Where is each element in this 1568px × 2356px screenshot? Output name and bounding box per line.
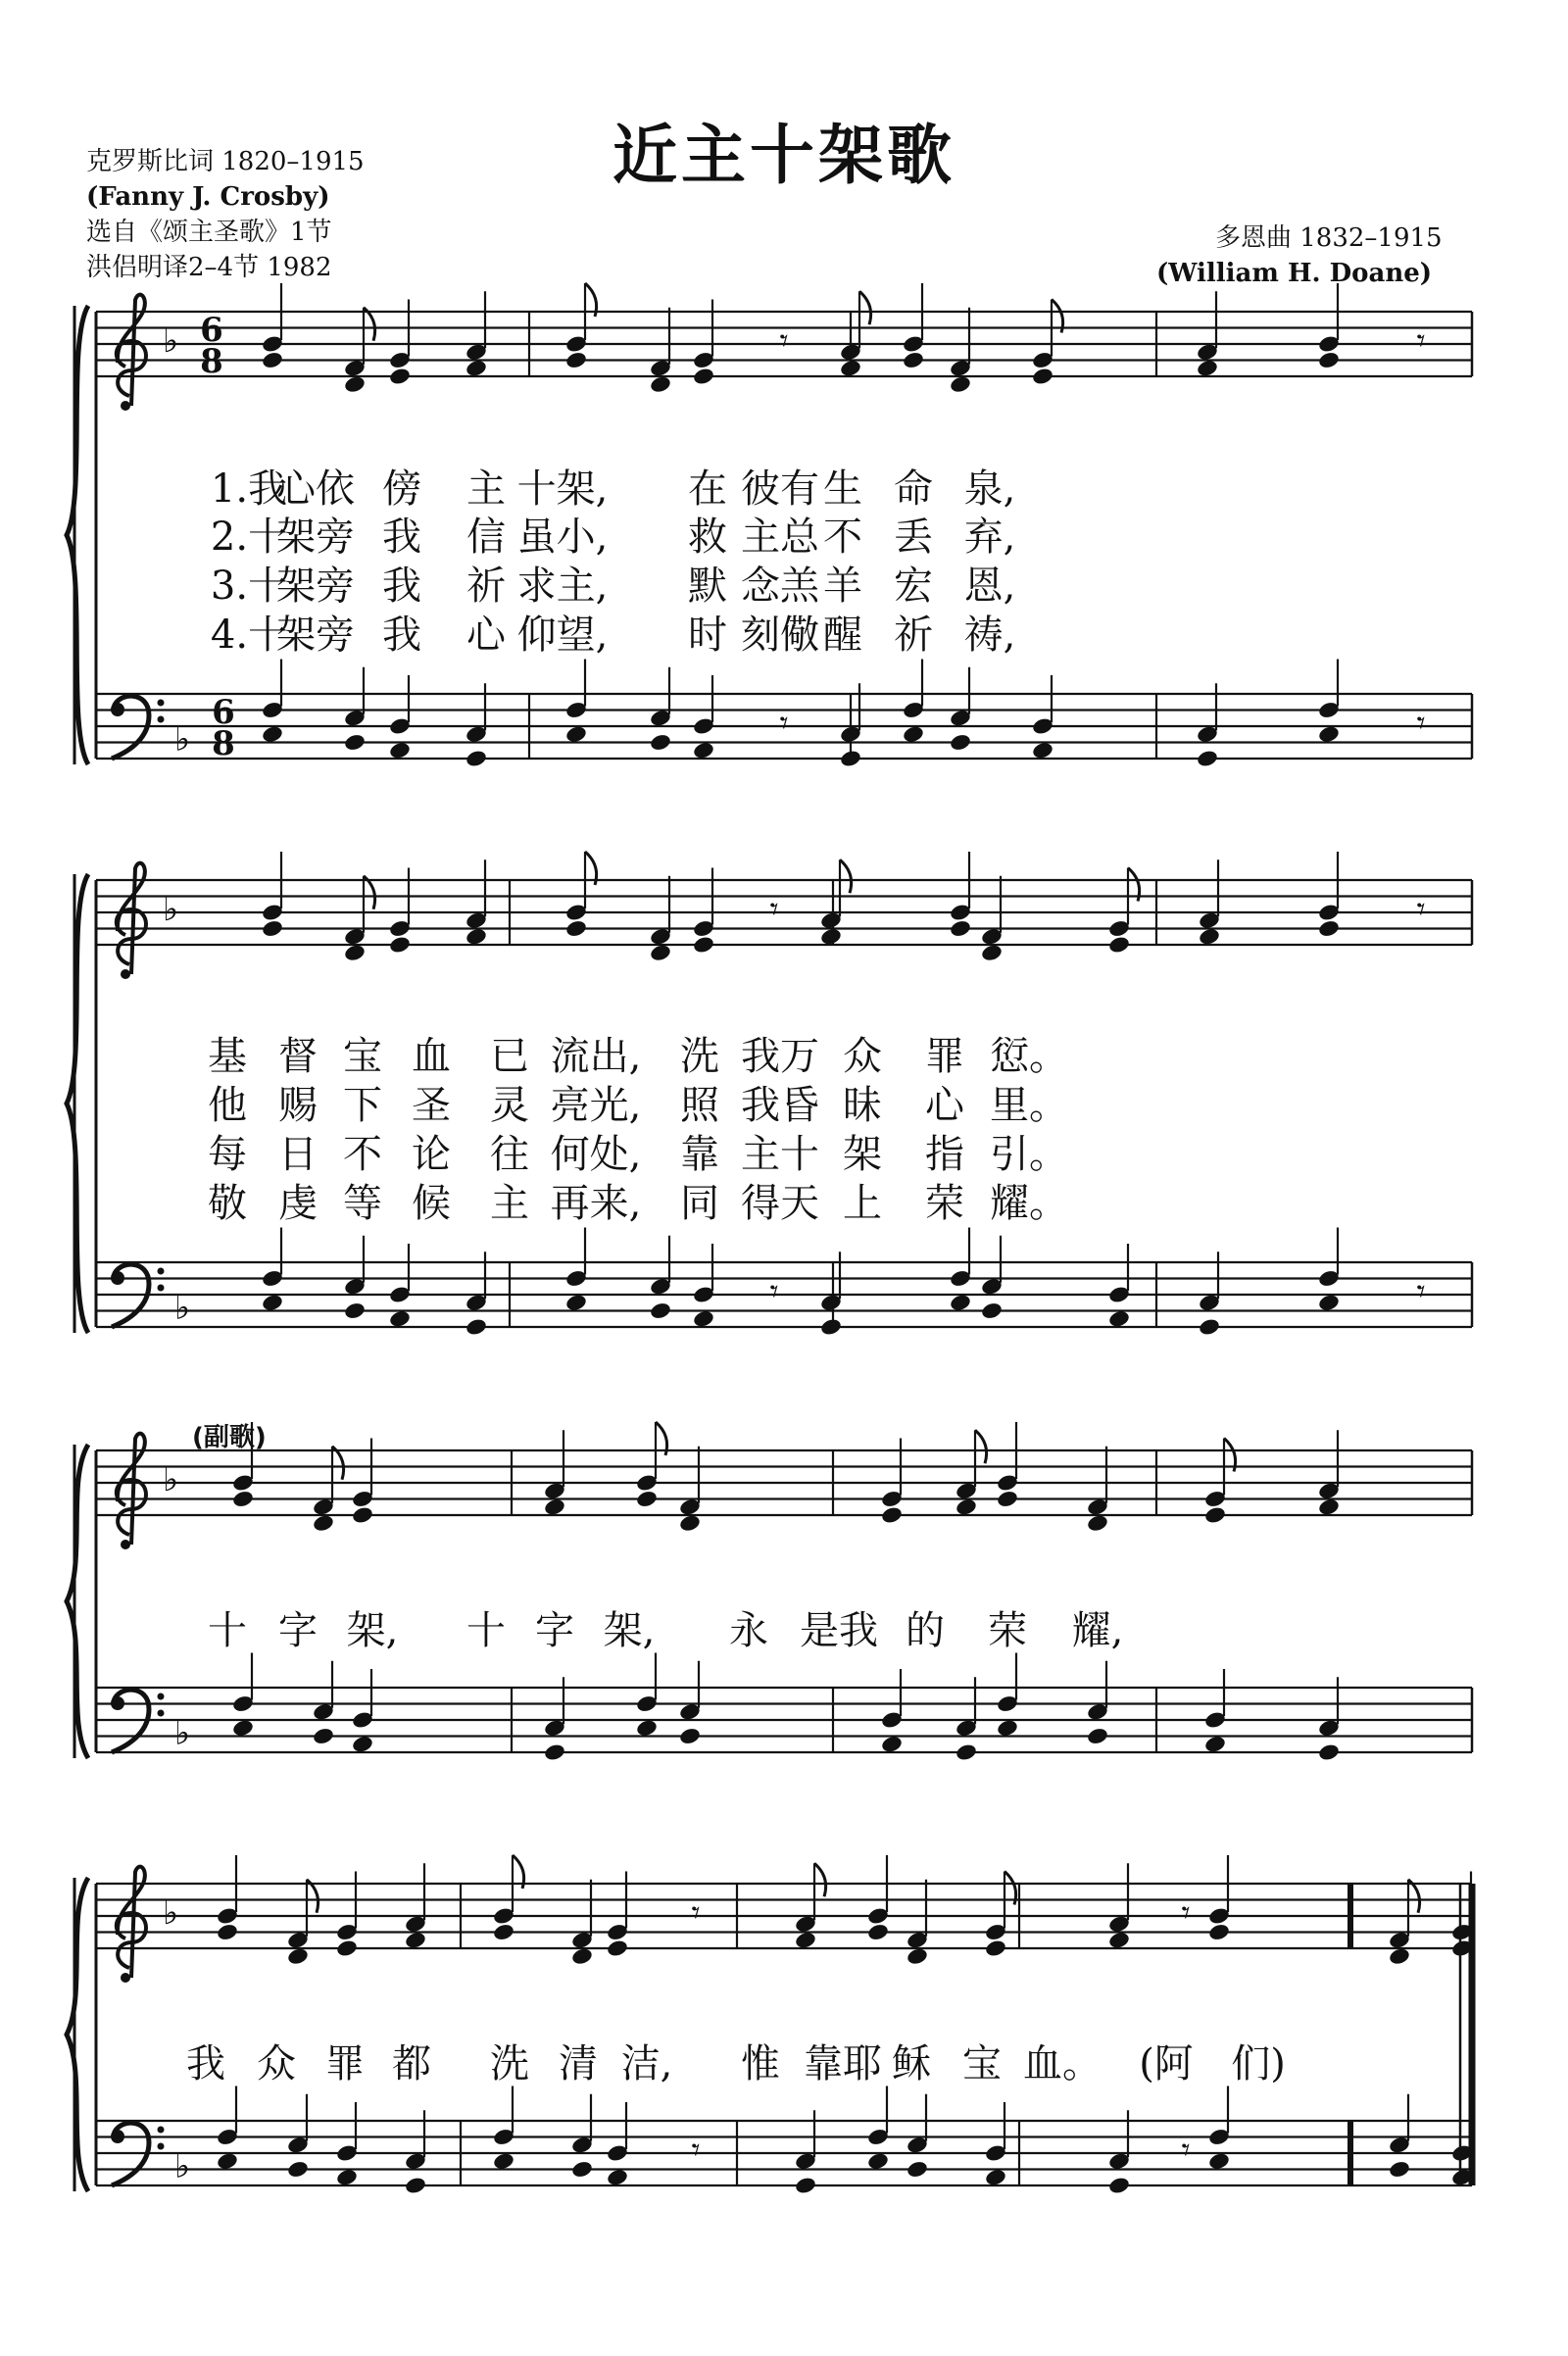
- note-head: [465, 1317, 488, 1337]
- lyric-syllable: 默: [688, 564, 727, 609]
- lyric-syllable: 我: [382, 564, 421, 609]
- note-head: [794, 2176, 817, 2195]
- lyric-syllable: 心: [925, 1083, 964, 1128]
- note-head: [343, 943, 367, 962]
- note-head: [286, 2160, 310, 2180]
- eighth-rest: 𝄾: [1416, 890, 1426, 929]
- note-head: [1317, 1293, 1341, 1312]
- note-head: [819, 1317, 843, 1337]
- flat-icon: ♭: [162, 321, 179, 361]
- note-head: [606, 1939, 629, 1958]
- translator-credit: 洪侣明译2–4节 1982: [86, 253, 332, 282]
- note-head: [996, 1718, 1019, 1738]
- lyric-syllable: 十架,: [516, 466, 609, 512]
- note-head: [343, 1301, 367, 1321]
- note-head: [906, 1946, 929, 1966]
- eighth-rest: 𝄾: [779, 321, 789, 361]
- lyric-syllable: 都: [392, 2041, 431, 2086]
- source-credit: 选自《颂主圣歌》1节: [86, 218, 332, 247]
- bass-clef-icon: [158, 1710, 165, 1717]
- lyric-syllable: 刻儆: [741, 613, 819, 658]
- lyric-syllable: 虔: [278, 1181, 318, 1226]
- bass-clef-icon: [111, 703, 124, 716]
- note-head: [1317, 1497, 1341, 1517]
- note-head: [1317, 1742, 1341, 1762]
- lyric-syllable: 在: [688, 466, 727, 512]
- bass-clef-icon: [111, 1696, 124, 1710]
- lyric-syllable: 的: [906, 1608, 945, 1653]
- lyric-syllable: 候: [412, 1181, 451, 1226]
- note-head: [1207, 1923, 1231, 1942]
- lyric-syllable: 稣: [892, 2041, 931, 2086]
- lyric-verse-4-row-b: [0, 1180, 1568, 1227]
- lyric-syllable: 4.十: [210, 613, 288, 658]
- note-head: [564, 1293, 588, 1312]
- lyric-syllable: 主十: [741, 1132, 819, 1177]
- lyric-syllable: 救: [688, 515, 727, 560]
- lyric-syllable: 耀,: [1071, 1608, 1124, 1653]
- lyric-syllable: 2.十: [210, 515, 288, 560]
- eighth-rest: 𝄾: [1181, 1893, 1191, 1933]
- note-head: [880, 1505, 904, 1525]
- lyric-syllable: 洗: [490, 2041, 529, 2086]
- note-head: [1317, 724, 1341, 744]
- bass-clef-icon: [158, 700, 165, 707]
- lyric-syllable: 字: [278, 1608, 318, 1653]
- note-head: [980, 943, 1004, 962]
- note-head: [1107, 1309, 1131, 1329]
- flat-icon: ♭: [162, 1460, 179, 1499]
- note-head: [335, 1939, 359, 1958]
- note-head: [902, 351, 925, 370]
- lyric-syllable: 我: [186, 2041, 225, 2086]
- note-head: [649, 733, 672, 753]
- lyric-syllable: 众: [843, 1034, 882, 1079]
- lyric-syllable: 上: [843, 1181, 882, 1226]
- eighth-rest: 𝄾: [1416, 704, 1426, 743]
- note-head: [1107, 935, 1131, 955]
- lyric-syllable: 照: [680, 1083, 719, 1128]
- lyric-syllable: 下: [343, 1083, 382, 1128]
- eighth-rest: 𝄾: [1181, 2131, 1191, 2170]
- note-head: [1031, 741, 1054, 761]
- note-head: [649, 374, 672, 394]
- lyric-syllable: 傍: [382, 466, 421, 512]
- lyric-syllable: 日: [278, 1132, 318, 1177]
- note-head: [839, 749, 862, 768]
- lyric-syllable: 等: [343, 1181, 382, 1226]
- note-flag: [975, 1430, 987, 1463]
- note-head: [543, 1497, 566, 1517]
- lyric-syllable: 主: [490, 1181, 529, 1226]
- note-head: [261, 1293, 284, 1312]
- lyric-syllable: 众: [257, 2041, 296, 2086]
- note-head: [678, 1727, 702, 1746]
- lyric-syllable: 洗: [680, 1034, 719, 1079]
- lyric-verse-1-row-a: [0, 466, 1568, 513]
- lyric-syllable: 荣: [988, 1608, 1027, 1653]
- lyric-syllable: 指: [925, 1132, 964, 1177]
- bass-clef-icon: [158, 2127, 165, 2134]
- lyric-syllable: 十: [208, 1608, 247, 1653]
- lyric-syllable: 泉,: [963, 466, 1016, 512]
- lyric-syllable: 心依: [276, 466, 355, 512]
- lyric-syllable: 架,: [346, 1608, 399, 1653]
- lyric-verse-1-row-b: [0, 1033, 1568, 1080]
- lyric-verse-4-row-a: [0, 612, 1568, 659]
- note-head: [635, 1718, 659, 1738]
- eighth-rest: 𝄾: [691, 1893, 701, 1933]
- lyric-syllable: 主总: [741, 515, 819, 560]
- lyric-syllable: 心: [466, 613, 506, 658]
- note-head: [635, 1490, 659, 1509]
- flat-icon: ♭: [162, 890, 179, 929]
- lyric-syllable: 3.十: [210, 564, 288, 609]
- lyric-syllable: 引。: [990, 1132, 1068, 1177]
- bass-clef-icon: [158, 2143, 165, 2150]
- lyric-syllable: 不: [343, 1132, 382, 1177]
- lyric-syllable: 架旁: [276, 564, 355, 609]
- note-head: [839, 359, 862, 378]
- lyric-syllable: 祷,: [963, 613, 1016, 658]
- note-head: [692, 741, 715, 761]
- note-head: [1086, 1513, 1109, 1533]
- lyric-syllable: 罪: [325, 2041, 365, 2086]
- lyric-syllable: 昧: [843, 1083, 882, 1128]
- lyric-syllable: 十: [466, 1608, 506, 1653]
- lyric-syllable: 基: [208, 1034, 247, 1079]
- lyric-syllable: 愆。: [990, 1034, 1068, 1079]
- note-head: [312, 1513, 335, 1533]
- note-head: [261, 919, 284, 939]
- time-signature-top: 6: [200, 311, 223, 350]
- composer-english-name: (William H. Doane): [1156, 259, 1433, 288]
- note-head: [1086, 1727, 1109, 1746]
- lyric-syllable: 论: [412, 1132, 451, 1177]
- note-flag: [840, 859, 852, 893]
- lyric-syllable: 醒: [823, 613, 862, 658]
- lyric-syllable: 清: [559, 2041, 598, 2086]
- time-signature-bottom: 8: [212, 724, 235, 763]
- lyric-syllable: 祈: [466, 564, 506, 609]
- lyric-syllable: 同: [680, 1181, 719, 1226]
- note-head: [351, 1505, 374, 1525]
- lyric-syllable: 洁,: [620, 2041, 673, 2086]
- treble-clef-icon: [121, 401, 130, 411]
- lyric-syllable: 生: [823, 466, 862, 512]
- flat-icon: ♭: [173, 1288, 191, 1328]
- note-head: [564, 351, 588, 370]
- note-head: [261, 351, 284, 370]
- lyric-syllable: 血: [412, 1034, 451, 1079]
- eighth-rest: 𝄾: [1416, 1272, 1426, 1311]
- note-head: [564, 919, 588, 939]
- note-head: [678, 1513, 702, 1533]
- note-head: [606, 2168, 629, 2187]
- note-head: [1031, 367, 1054, 386]
- note-head: [492, 2151, 515, 2171]
- note-head: [216, 2151, 239, 2171]
- eighth-rest: 𝄾: [769, 1272, 779, 1311]
- lyric-syllable: 罪: [925, 1034, 964, 1079]
- lyric-syllable: 我: [382, 515, 421, 560]
- note-head: [388, 1309, 412, 1329]
- system-brace: [67, 1445, 88, 1758]
- note-head: [388, 367, 412, 386]
- refrain-label: (副歌): [192, 1423, 267, 1452]
- lyric-syllable: 架,: [603, 1608, 656, 1653]
- lyric-syllable: 亮光,: [550, 1083, 642, 1128]
- note-head: [794, 1931, 817, 1950]
- lyric-syllable: 虽小,: [516, 515, 609, 560]
- note-head: [216, 1923, 239, 1942]
- lyric-verse-2-row-b: [0, 1082, 1568, 1129]
- note-head: [949, 919, 972, 939]
- note-head: [570, 2160, 594, 2180]
- lyric-syllable: 主: [466, 466, 506, 512]
- lyricist-credit: 克罗斯比词 1820–1915: [86, 147, 365, 176]
- note-head: [819, 927, 843, 947]
- lyric-syllable: 靠: [680, 1132, 719, 1177]
- note-head: [404, 1931, 427, 1950]
- note-head: [465, 359, 488, 378]
- lyric-syllable: 里。: [990, 1083, 1068, 1128]
- lyric-syllable: 宝: [343, 1034, 382, 1079]
- lyric-syllable: 得天: [741, 1181, 819, 1226]
- time-signature-bottom: 8: [200, 342, 223, 381]
- lyric-syllable: 求主,: [516, 564, 609, 609]
- bass-clef-icon: [158, 1285, 165, 1292]
- note-head: [1196, 749, 1219, 768]
- note-head: [286, 1946, 310, 1966]
- lyric-syllable: 仰望,: [516, 613, 609, 658]
- lyricist-english-name: (Fanny J. Crosby): [86, 182, 330, 212]
- note-head: [335, 2168, 359, 2187]
- note-head: [984, 1939, 1007, 1958]
- note-head: [312, 1727, 335, 1746]
- lyric-syllable: 字: [535, 1608, 574, 1653]
- note-head: [343, 733, 367, 753]
- bass-clef-icon: [158, 1693, 165, 1700]
- lyric-syllable: 宝: [962, 2041, 1002, 2086]
- note-head: [465, 927, 488, 947]
- note-head: [949, 374, 972, 394]
- lyric-syllable: 念羔: [741, 564, 819, 609]
- note-head: [1107, 1931, 1131, 1950]
- eighth-rest: 𝄾: [769, 890, 779, 929]
- note-head: [955, 1497, 978, 1517]
- note-head: [231, 1490, 255, 1509]
- composer-credit: 多恩曲 1832–1915: [1215, 223, 1443, 253]
- note-head: [984, 2168, 1007, 2187]
- lyric-syllable: 血。: [1023, 2041, 1102, 2086]
- note-head: [949, 733, 972, 753]
- flat-icon: ♭: [173, 719, 191, 760]
- note-head: [261, 724, 284, 744]
- note-head: [1317, 351, 1341, 370]
- lyric-verse-2-row-a: [0, 514, 1568, 561]
- note-head: [1317, 919, 1341, 939]
- note-head: [564, 724, 588, 744]
- lyric-syllable: 流出,: [550, 1034, 642, 1079]
- lyric-syllable: 架旁: [276, 515, 355, 560]
- lyric-syllable: 们): [1231, 2041, 1286, 2086]
- note-head: [692, 1309, 715, 1329]
- note-head: [649, 943, 672, 962]
- lyric-syllable: 时: [688, 613, 727, 658]
- lyric-syllable: 惟: [741, 2041, 780, 2086]
- note-head: [1203, 1505, 1227, 1525]
- lyric-syllable: 敬: [208, 1181, 247, 1226]
- lyric-syllable: 我万: [741, 1034, 819, 1079]
- bass-clef-icon: [158, 716, 165, 723]
- note-head: [1388, 1946, 1411, 1966]
- lyric-syllable: 恩,: [963, 564, 1016, 609]
- lyric-syllable: 我昏: [741, 1083, 819, 1128]
- lyric-syllable: 彼有: [741, 466, 819, 512]
- note-head: [1388, 2160, 1411, 2180]
- lyric-syllable: 架: [843, 1132, 882, 1177]
- lyric-syllable: 已: [490, 1034, 529, 1079]
- lyric-syllable: 丢: [894, 515, 933, 560]
- note-head: [404, 2176, 427, 2195]
- lyric-syllable: 往: [490, 1132, 529, 1177]
- note-flag: [859, 291, 871, 324]
- lyric-refrain-row-b: [0, 2040, 1568, 2087]
- lyric-syllable: 架旁: [276, 613, 355, 658]
- bass-clef-icon: [111, 1271, 124, 1285]
- note-head: [1207, 2151, 1231, 2171]
- note-head: [351, 1735, 374, 1754]
- flat-icon: ♭: [173, 2146, 191, 2186]
- lyric-syllable: 祈: [894, 613, 933, 658]
- lyric-syllable: 何处,: [550, 1132, 642, 1177]
- note-head: [866, 2151, 890, 2171]
- lyric-syllable: 弃,: [963, 515, 1016, 560]
- note-head: [465, 749, 488, 768]
- lyric-syllable: 不: [823, 515, 862, 560]
- note-head: [866, 1923, 890, 1942]
- lyric-syllable: 每: [208, 1132, 247, 1177]
- eighth-rest: 𝄾: [1416, 321, 1426, 361]
- bass-clef-icon: [158, 1268, 165, 1275]
- note-head: [1107, 2176, 1131, 2195]
- lyric-syllable: 再来,: [550, 1181, 642, 1226]
- note-head: [949, 1293, 972, 1312]
- lyric-syllable: 灵: [490, 1083, 529, 1128]
- treble-clef-icon: [121, 1540, 130, 1549]
- lyric-syllable: 圣: [412, 1083, 451, 1128]
- lyric-syllable: 永: [729, 1608, 768, 1653]
- flat-icon: ♭: [162, 1893, 179, 1933]
- eighth-rest: 𝄾: [691, 2131, 701, 2170]
- note-head: [231, 1718, 255, 1738]
- lyric-syllable: 赐: [278, 1083, 318, 1128]
- note-head: [880, 1735, 904, 1754]
- note-head: [1198, 1317, 1221, 1337]
- note-head: [492, 1923, 515, 1942]
- flat-icon: ♭: [173, 1713, 191, 1753]
- lyric-syllable: 靠耶: [804, 2041, 882, 2086]
- eighth-rest: 𝄾: [779, 704, 789, 743]
- note-head: [570, 1946, 594, 1966]
- note-head: [388, 741, 412, 761]
- note-head: [996, 1490, 1019, 1509]
- note-head: [902, 724, 925, 744]
- lyric-refrain-row-a: [0, 1607, 1568, 1654]
- lyric-syllable: 督: [278, 1034, 318, 1079]
- note-head: [980, 1301, 1004, 1321]
- lyric-verse-3-row-a: [0, 563, 1568, 610]
- lyric-syllable: 耀。: [990, 1181, 1068, 1226]
- note-head: [955, 1742, 978, 1762]
- lyric-syllable: (阿: [1139, 2041, 1194, 2086]
- time-signature-top: 6: [212, 693, 235, 732]
- note-head: [1203, 1735, 1227, 1754]
- note-head: [692, 367, 715, 386]
- bass-clef-icon: [111, 2130, 124, 2143]
- note-head: [1196, 359, 1219, 378]
- note-flag: [814, 1863, 826, 1896]
- lyric-verse-3-row-b: [0, 1131, 1568, 1178]
- note-head: [388, 935, 412, 955]
- lyric-syllable: 我: [382, 613, 421, 658]
- system-brace: [67, 1878, 88, 2191]
- note-head: [543, 1742, 566, 1762]
- lyric-syllable: 命: [894, 466, 933, 512]
- lyric-syllable: 他: [208, 1083, 247, 1128]
- hymn-title: 近主十架歌: [612, 118, 956, 193]
- note-head: [1198, 927, 1221, 947]
- note-head: [649, 1301, 672, 1321]
- treble-clef-icon: [121, 1973, 130, 1983]
- lyric-syllable: 是我: [800, 1608, 878, 1653]
- note-head: [692, 935, 715, 955]
- lyric-syllable: 羊: [823, 564, 862, 609]
- note-head: [343, 374, 367, 394]
- lyric-syllable: 荣: [925, 1181, 964, 1226]
- treble-clef-icon: [121, 969, 130, 979]
- lyric-syllable: 信: [466, 515, 506, 560]
- note-head: [906, 2160, 929, 2180]
- lyric-syllable: 宏: [894, 564, 933, 609]
- lyric-syllable: 1.我: [210, 466, 288, 512]
